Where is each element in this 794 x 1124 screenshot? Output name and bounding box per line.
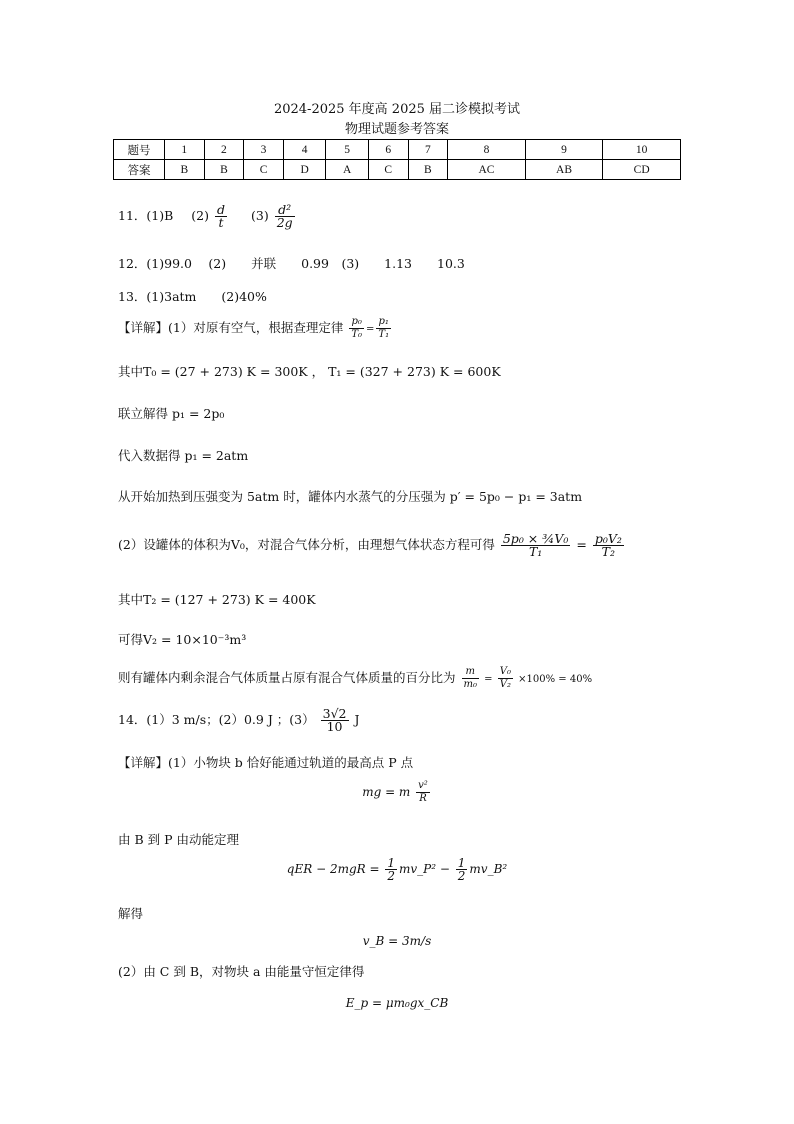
q13-t2: 其中T₂ = (127 + 273) K = 400K bbox=[118, 592, 316, 607]
eq1-fraction: $\frac{\text{v²}}{R}$ bbox=[418, 780, 428, 804]
table-cell: 1 bbox=[165, 140, 205, 160]
gas-law-left: $\frac{\text{5p₀ × ¾V₀}}{\text{T₁}}$ bbox=[502, 531, 569, 559]
table-row bbox=[114, 160, 681, 180]
q13-vapor: 从开始加热到压强变为 5atm 时，罐体内水蒸气的分压强为 p′ = 5p₀ − p₁ = 3atm bbox=[118, 489, 583, 504]
table-cell: B bbox=[165, 160, 205, 180]
table-row bbox=[114, 140, 681, 160]
q14-answer: 14．(1）3 m/s；(2）0.9 J ；(3） $\frac{3√2}{10}$ J bbox=[118, 706, 360, 734]
q14-eq2: qER − 2mgR = $\frac{1}{2}$ mv_P² − $\frac{1}{2}$ mv_B² bbox=[286, 856, 508, 883]
row-label: 题号 bbox=[114, 140, 165, 160]
q14-part3-fraction: $\frac{3√2}{10}$ bbox=[322, 706, 347, 734]
table-cell: AB bbox=[525, 160, 603, 180]
table-cell: 3 bbox=[244, 140, 284, 160]
table-cell: A bbox=[326, 160, 369, 180]
table-cell: B bbox=[408, 160, 448, 180]
q14-eq1: mg = m $\frac{\text{v²}}{R}$ bbox=[362, 780, 428, 804]
table-cell: 6 bbox=[368, 140, 408, 160]
q13-part2-line: (2）设罐体的体积为V₀，对混合气体分析，由理想气体状态方程可得 $\frac{\text{5p₀ × ¾V₀}}{\text{T₁}}$ = $\frac{\text{p₀V₂}}{\text{T₂}}$ bbox=[118, 531, 622, 559]
q11-part3-label: (3) bbox=[251, 208, 269, 223]
q11-part1: 11．(1)B bbox=[118, 208, 174, 223]
q12-answer: 12．(1)99.0 (2) 并联 0.99 (3) 1.13 10.3 bbox=[118, 256, 465, 271]
q13-answer: 13．(1)3atm (2)40% bbox=[118, 289, 267, 304]
gas-law-right: $\frac{\text{p₀V₂}}{\text{T₂}}$ bbox=[594, 531, 622, 559]
table-cell: 4 bbox=[283, 140, 326, 160]
q11-answer bbox=[118, 204, 297, 229]
q14-vb: v_B = 3m/s bbox=[362, 934, 432, 948]
table-cell: 7 bbox=[408, 140, 448, 160]
table-cell: 10 bbox=[603, 140, 681, 160]
q13-ratio-line: 则有罐体内剩余混合气体质量占原有混合气体质量的百分比为 $\frac{m}{\text{m₀}}$ = $\frac{\text{V₀}}{\text{V₂}}$ ×100% = 40% bbox=[118, 666, 593, 690]
q11-part2-label: (2) bbox=[191, 208, 210, 223]
page-subtitle: 物理试题参考答案 bbox=[344, 122, 449, 137]
table-cell: B bbox=[204, 160, 244, 180]
volume-ratio: $\frac{\text{V₀}}{\text{V₂}}$ bbox=[499, 666, 511, 690]
q14-solve: 解得 bbox=[118, 906, 144, 921]
q14-detail: 【详解】(1）小物块 b 恰好能通过轨道的最高点 P 点 bbox=[118, 755, 414, 770]
table-cell: AC bbox=[448, 160, 526, 180]
q14-part2: (2）由 C 到 B，对物块 a 由能量守恒定律得 bbox=[118, 964, 365, 979]
q14-energy-eq: E_p = μm₀gx_CB bbox=[345, 996, 449, 1010]
table-cell: 8 bbox=[448, 140, 526, 160]
eq2-half-2: $\frac{1}{2}$ bbox=[457, 856, 466, 883]
q13-detail-line: 【详解】(1）对原有空气，根据查理定律 $\frac{\text{p₀}}{\text{T₀}}$ = $\frac{\text{p₁}}{\text{T₁}}$ bbox=[118, 316, 390, 340]
q11-part2-fraction: $\frac{d}{t}$ bbox=[217, 202, 226, 230]
page-title: 2024-2025 年度高 2025 届二诊模拟考试 bbox=[273, 102, 521, 117]
charles-law-left: $\frac{\text{p₀}}{\text{T₀}}$ bbox=[351, 316, 363, 340]
q13-solve: 联立解得 p₁ = 2p₀ bbox=[118, 406, 225, 421]
answer-table bbox=[113, 139, 681, 180]
q11-part3-fraction: $\frac{\text{d²}}{2g}$ bbox=[276, 202, 293, 230]
charles-law-right: $\frac{\text{p₁}}{\text{T₁}}$ bbox=[378, 316, 390, 340]
table-cell: 5 bbox=[326, 140, 369, 160]
table-cell: 2 bbox=[204, 140, 244, 160]
q13-temps: 其中T₀ = (27 + 273) K = 300K ， T₁ = (327 + 273) K = 600K bbox=[118, 364, 501, 379]
table-cell: C bbox=[368, 160, 408, 180]
table-cell: D bbox=[283, 160, 326, 180]
q14-bp: 由 B 到 P 由动能定理 bbox=[118, 832, 239, 847]
table-cell: CD bbox=[603, 160, 681, 180]
q13-substitute: 代入数据得 p₁ = 2atm bbox=[118, 448, 249, 463]
table-cell: 9 bbox=[525, 140, 603, 160]
mass-ratio: $\frac{m}{\text{m₀}}$ bbox=[463, 666, 477, 690]
table-cell: C bbox=[244, 160, 284, 180]
eq2-half-1: $\frac{1}{2}$ bbox=[387, 856, 396, 883]
q13-v2: 可得V₂ = 10×10⁻³m³ bbox=[118, 632, 247, 647]
row-label: 答案 bbox=[114, 160, 165, 180]
